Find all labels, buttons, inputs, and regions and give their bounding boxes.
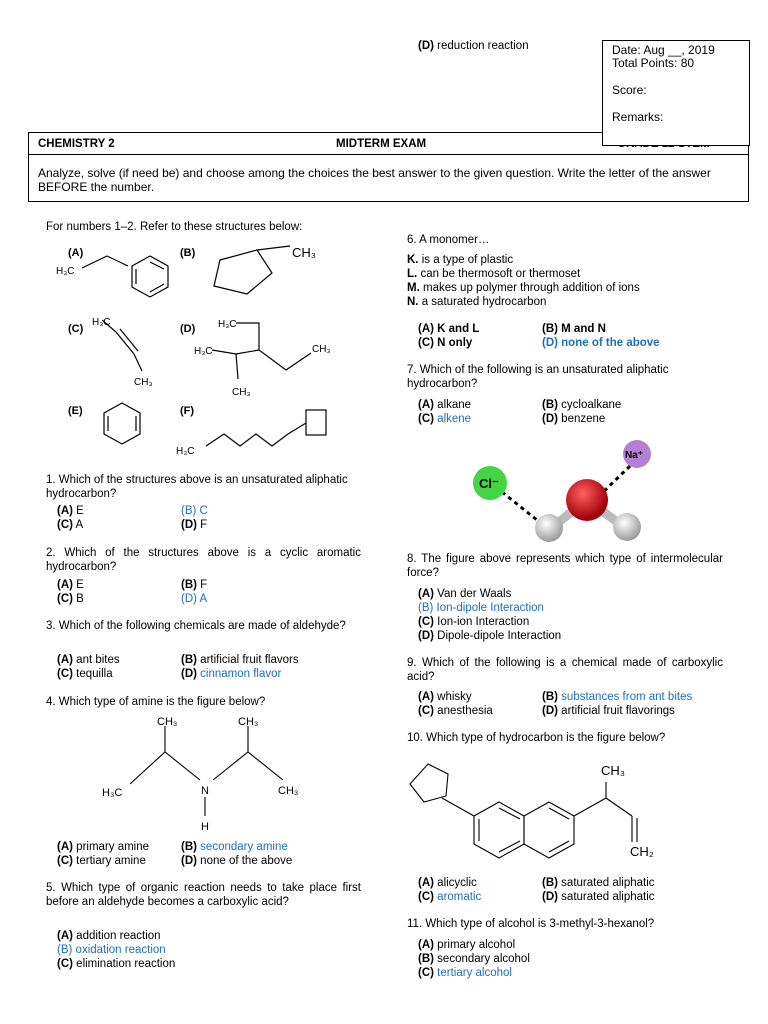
question-8: 8. The figure above represents which type of intermolecular force? [407, 553, 723, 579]
naphthalene-figure [402, 756, 702, 868]
exam-title: MIDTERM EXAM [336, 138, 427, 150]
hydrogen-atom-right [613, 513, 641, 541]
structure-c-h3c: H₃C [92, 317, 111, 328]
q10-ch3: CH₃ [601, 763, 626, 778]
q5-option-a[interactable]: (A) addition reaction [57, 930, 161, 942]
question-3: 3. Which of the following chemicals are made of aldehyde? [46, 620, 346, 632]
q6-statement-m: M. makes up polymer through addition of ions [407, 282, 640, 294]
q10-option-c[interactable]: (C) aromatic [418, 891, 482, 903]
chloride-label: Cl⁻ [479, 476, 499, 491]
structure-label-a: (A) [68, 247, 84, 259]
subject-title: CHEMISTRY 2 [38, 138, 115, 150]
q2-option-d[interactable]: (D) A [181, 593, 208, 605]
q7-option-b[interactable]: (B) cycloalkane [542, 399, 622, 411]
q1-option-a[interactable]: (A) E [57, 505, 84, 517]
question-6: 6. A monomer… [407, 234, 490, 246]
ion-dipole-figure [462, 436, 672, 548]
q10-option-d[interactable]: (D) saturated aliphatic [542, 891, 655, 903]
prev-option-d: (D) reduction reaction [418, 40, 529, 52]
question-1: 1. Which of the structures above is an unsaturated aliphatic hydrocarbon? [46, 474, 348, 500]
q5-option-b[interactable]: (B) oxidation reaction [57, 944, 166, 956]
q3-option-a[interactable]: (A) ant bites [57, 654, 120, 666]
structure-label-d: (D) [180, 323, 196, 335]
q6-option-c[interactable]: (C) N only [418, 337, 473, 349]
structure-label-c: (C) [68, 323, 84, 335]
amine-h: H [201, 821, 209, 833]
q6-option-d[interactable]: (D) none of the above [542, 337, 660, 349]
q3-option-c[interactable]: (C) tequilla [57, 668, 113, 680]
structure-a-h3c: H₃C [56, 266, 75, 277]
q4-option-b[interactable]: (B) secondary amine [181, 841, 288, 853]
q6-option-a[interactable]: (A) K and L [418, 323, 480, 335]
structures-figure [40, 236, 360, 461]
q9-option-a[interactable]: (A) whisky [418, 691, 472, 703]
q4-option-d[interactable]: (D) none of the above [181, 855, 293, 867]
structure-d-h3c-top: H₃C [218, 319, 237, 330]
q6-statement-l: L. can be thermosoft or thermoset [407, 268, 581, 280]
amine-ch3-right: CH₃ [238, 716, 259, 728]
structure-label-f: (F) [180, 405, 195, 417]
q6-statement-n: N. a saturated hydrocarbon [407, 296, 547, 308]
question-9: 9. Which of the following is a chemical made of carboxylic acid? [407, 657, 723, 683]
q6-statement-k: K. is a type of plastic [407, 254, 514, 266]
q11-option-c[interactable]: (C) tertiary alcohol [418, 967, 512, 979]
question-4: 4. Which type of amine is the figure below? [46, 696, 266, 708]
remarks-field: Remarks: [612, 110, 664, 124]
hydrogen-atom-left [535, 514, 563, 542]
q2-option-c[interactable]: (C) B [57, 593, 84, 605]
q2-option-a[interactable]: (A) E [57, 579, 84, 591]
total-points: Total Points: 80 [612, 56, 695, 70]
structure-c-ch3: CH₃ [134, 377, 153, 388]
q3-option-d[interactable]: (D) cinnamon flavor [181, 668, 282, 680]
structures-intro: For numbers 1–2. Refer to these structures below: [46, 221, 303, 233]
q7-option-c[interactable]: (C) alkene [418, 413, 472, 425]
sodium-label: Na⁺ [625, 450, 644, 461]
question-10: 10. Which type of hydrocarbon is the figure below? [407, 732, 666, 744]
q8-option-d[interactable]: (D) Dipole-dipole Interaction [418, 630, 562, 642]
q4-option-a[interactable]: (A) primary amine [57, 841, 150, 853]
question-7: 7. Which of the following is an unsaturated aliphatic hydrocarbon? [407, 364, 669, 390]
amine-h3c: H₃C [102, 787, 123, 799]
q1-option-c[interactable]: (C) A [57, 519, 84, 531]
q10-option-a[interactable]: (A) alicyclic [418, 877, 477, 889]
question-2: 2. Which of the structures above is a cyclic aromatic hydrocarbon? [46, 547, 361, 573]
structure-d-ch3-bottom: CH₃ [232, 387, 251, 398]
q8-option-a[interactable]: (A) Van der Waals [418, 588, 512, 600]
question-5: 5. Which type of organic reaction needs to take place first before an aldehyde becomes a carboxylic acid? [46, 882, 361, 908]
amine-ch3-left: CH₃ [157, 716, 178, 728]
q9-option-d[interactable]: (D) artificial fruit flavorings [542, 705, 675, 717]
q5-option-c[interactable]: (C) elimination reaction [57, 958, 176, 970]
q11-option-a[interactable]: (A) primary alcohol [418, 939, 516, 951]
q4-option-c[interactable]: (C) tertiary amine [57, 855, 146, 867]
structure-f-h3c: H₃C [176, 446, 195, 457]
diisopropylamine-figure [95, 712, 315, 837]
q6-option-b[interactable]: (B) M and N [542, 323, 606, 335]
structure-d-ch3-right: CH₃ [312, 344, 331, 355]
q3-option-b[interactable]: (B) artificial fruit flavors [181, 654, 299, 666]
q8-option-c[interactable]: (C) Ion-ion Interaction [418, 616, 530, 628]
structure-b-ch3: CH₃ [292, 245, 317, 260]
date-field: Date: Aug __, 2019 [612, 43, 715, 57]
q1-option-b[interactable]: (B) C [181, 505, 208, 517]
amine-ch3-end: CH₃ [278, 785, 299, 797]
q9-option-c[interactable]: (C) anesthesia [418, 705, 493, 717]
structure-d-h3c-left: H₃C [194, 346, 213, 357]
q10-ch2: CH₂ [630, 844, 654, 859]
structure-label-e: (E) [68, 405, 83, 417]
score-field: Score: [612, 83, 647, 97]
oxygen-atom [566, 479, 608, 521]
q8-option-b[interactable]: (B) Ion-dipole Interaction [418, 602, 544, 614]
q7-option-a[interactable]: (A) alkane [418, 399, 472, 411]
question-11: 11. Which type of alcohol is 3-methyl-3-hexanol? [407, 918, 655, 930]
instructions: Analyze, solve (if need be) and choose among the choices the best answer to the given question. Write the letter of the answer BEFORE the number. [38, 166, 711, 194]
structure-label-b: (B) [180, 247, 196, 259]
q2-option-b[interactable]: (B) F [181, 579, 208, 591]
amine-n: N [201, 785, 209, 797]
q11-option-b[interactable]: (B) secondary alcohol [418, 953, 530, 965]
q10-option-b[interactable]: (B) saturated aliphatic [542, 877, 655, 889]
q7-option-d[interactable]: (D) benzene [542, 413, 606, 425]
q9-option-b[interactable]: (B) substances from ant bites [542, 691, 693, 703]
q1-option-d[interactable]: (D) F [181, 519, 208, 531]
score-box [602, 40, 750, 146]
